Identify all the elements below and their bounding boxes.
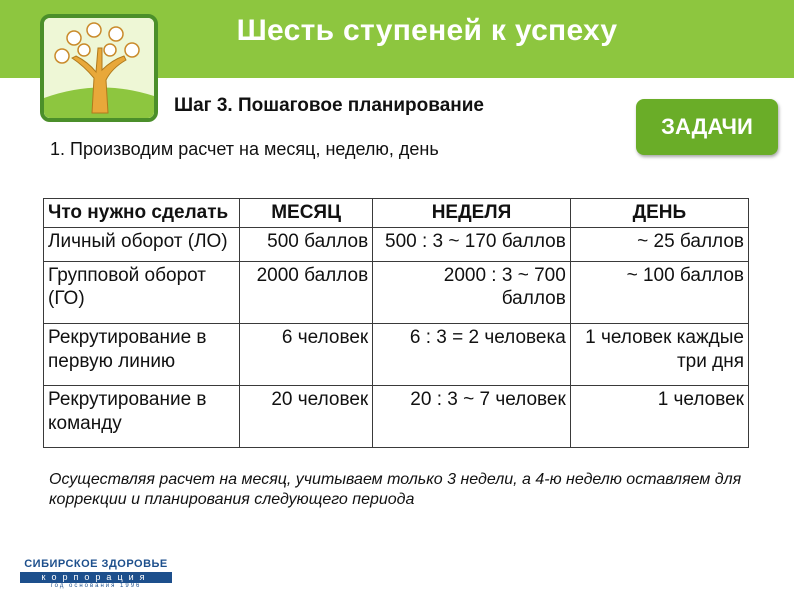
table-cell-week: 2000 : 3 ~ 700 баллов [373,261,571,323]
table-cell-day: 1 человек [570,385,748,447]
company-name: СИБИРСКОЕ ЗДОРОВЬЕ [24,558,168,570]
tree-logo-icon [40,14,158,122]
table-cell-day: 1 человек каждые три дня [570,323,748,385]
column-header-day: ДЕНЬ [570,199,748,228]
tasks-badge: ЗАДАЧИ [636,99,778,155]
task-line: 1. Производим расчет на месяц, неделю, день [50,139,439,159]
step-title: Шаг 3. Пошаговое планирование [174,95,484,116]
table-row [44,227,749,261]
table-row [44,261,749,323]
table-cell-month: 6 человек [239,323,372,385]
planning-note: Осуществляя расчет на месяц, учитываем только 3 недели, а 4-ю неделю оставляем для коррекции и планирования следующего периода [49,471,742,508]
table-cell-month: 500 баллов [239,227,372,261]
column-header-week: НЕДЕЛЯ [373,199,571,228]
table-cell-month: 20 человек [239,385,372,447]
slide-title: Шесть ступеней к успеху [236,14,618,47]
table-cell-task: Рекрутирование в первую линию [44,323,240,385]
table-cell-month: 2000 баллов [239,261,372,323]
table-cell-day: ~ 100 баллов [570,261,748,323]
company-logo [20,558,172,590]
table-row [44,385,749,447]
table-cell-week: 500 : 3 ~ 170 баллов [373,227,571,261]
plan-table [43,198,749,448]
company-founded: год основания 1996 [50,583,142,589]
table-header-row [44,199,749,228]
column-header-task: Что нужно сделать [44,199,240,228]
table-cell-week: 20 : 3 ~ 7 человек [373,385,571,447]
table-cell-task: Рекрутирование в команду [44,385,240,447]
table-cell-week: 6 : 3 = 2 человека [373,323,571,385]
column-header-month: МЕСЯЦ [239,199,372,228]
table-row [44,323,749,385]
table-cell-day: ~ 25 баллов [570,227,748,261]
table-cell-task: Личный оборот (ЛО) [44,227,240,261]
table-cell-task: Групповой оборот (ГО) [44,261,240,323]
company-subtitle: корпорация [20,572,172,583]
